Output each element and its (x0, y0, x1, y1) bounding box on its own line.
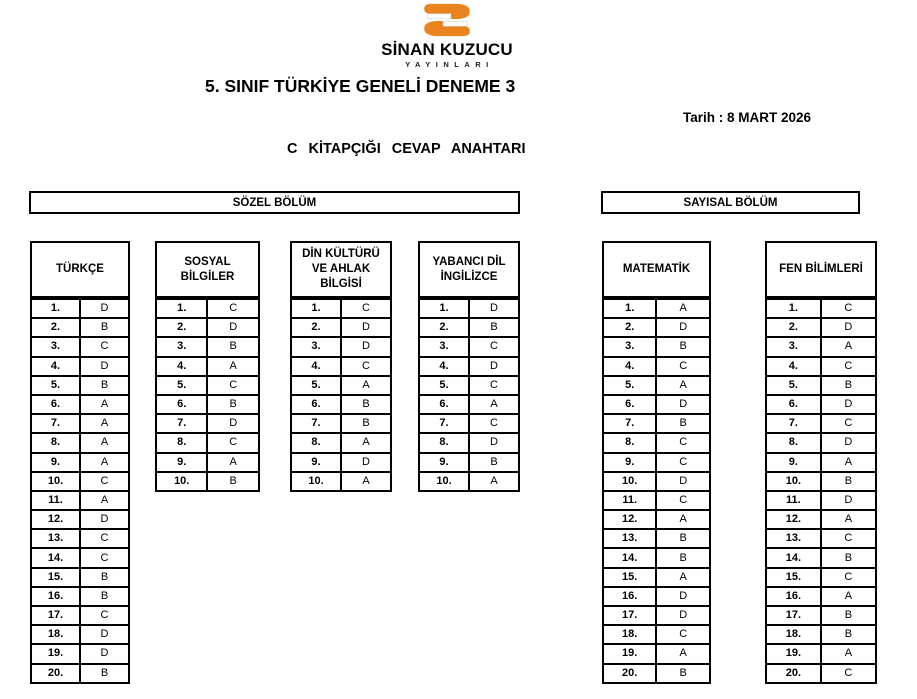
question-number: 4. (291, 357, 341, 376)
question-number: 9. (291, 453, 341, 472)
answer-row (291, 414, 391, 433)
answer-letter: A (341, 472, 391, 491)
question-number: 4. (419, 357, 469, 376)
answer-letter: D (469, 433, 519, 452)
answer-letter: B (80, 568, 129, 587)
answer-letter: D (80, 644, 129, 663)
answer-row (156, 337, 259, 356)
answer-letter: A (821, 510, 876, 529)
answer-letter: D (656, 606, 710, 625)
answer-letter: D (341, 337, 391, 356)
question-number: 9. (31, 453, 80, 472)
answer-letter: A (341, 376, 391, 395)
answer-row (291, 433, 391, 452)
answer-letter: B (469, 318, 519, 337)
answer-letter: A (80, 453, 129, 472)
question-number: 1. (766, 299, 821, 318)
answer-row (156, 299, 259, 318)
answer-row (603, 587, 710, 606)
question-number: 9. (766, 453, 821, 472)
answer-row (156, 357, 259, 376)
question-number: 14. (603, 548, 656, 567)
answer-row (31, 491, 129, 510)
question-number: 19. (603, 644, 656, 663)
answer-letter: C (656, 357, 710, 376)
answer-table-turkce (30, 241, 130, 684)
question-number: 3. (31, 337, 80, 356)
answer-letter: D (656, 318, 710, 337)
question-number: 13. (766, 529, 821, 548)
answer-row (156, 453, 259, 472)
answer-row (291, 453, 391, 472)
question-number: 10. (603, 472, 656, 491)
answer-table-matematik (602, 241, 711, 684)
answer-row (31, 414, 129, 433)
answer-letter: D (469, 357, 519, 376)
question-number: 1. (31, 299, 80, 318)
question-number: 6. (766, 395, 821, 414)
question-number: 2. (766, 318, 821, 337)
answer-row (603, 433, 710, 452)
question-number: 7. (419, 414, 469, 433)
answer-row (766, 299, 876, 318)
answer-letter: A (80, 414, 129, 433)
answer-row (766, 395, 876, 414)
answer-row (31, 529, 129, 548)
answer-letter: C (469, 414, 519, 433)
question-number: 7. (603, 414, 656, 433)
answer-letter: C (469, 376, 519, 395)
question-number: 13. (31, 529, 80, 548)
answer-letter: B (207, 472, 259, 491)
question-number: 1. (291, 299, 341, 318)
answer-row (419, 299, 519, 318)
answer-row (603, 664, 710, 683)
question-number: 19. (766, 644, 821, 663)
answer-row (419, 472, 519, 491)
question-number: 8. (156, 433, 207, 452)
question-number: 2. (419, 318, 469, 337)
answer-row (31, 606, 129, 625)
publisher-name: SİNAN KUZUCU (381, 40, 513, 59)
question-number: 15. (603, 568, 656, 587)
answer-letter: B (207, 395, 259, 414)
exam-date: Tarih : 8 MART 2026 (683, 110, 812, 125)
answer-letter: C (821, 414, 876, 433)
answer-row (766, 644, 876, 663)
question-number: 4. (766, 357, 821, 376)
answer-letter: C (341, 357, 391, 376)
question-number: 15. (766, 568, 821, 587)
answer-letter: A (80, 491, 129, 510)
answer-letter: B (656, 548, 710, 567)
answer-row (603, 606, 710, 625)
answer-grid (602, 298, 711, 684)
answer-letter: C (821, 357, 876, 376)
question-number: 8. (419, 433, 469, 452)
answer-letter: B (821, 606, 876, 625)
answer-row (603, 510, 710, 529)
answer-letter: D (80, 510, 129, 529)
answer-row (766, 472, 876, 491)
question-number: 3. (291, 337, 341, 356)
answer-row (156, 395, 259, 414)
answer-table-fen-bilimleri (765, 241, 877, 684)
question-number: 10. (291, 472, 341, 491)
answer-row (156, 433, 259, 452)
answer-row (766, 548, 876, 567)
answer-row (603, 529, 710, 548)
answer-letter: C (207, 433, 259, 452)
answer-row (419, 337, 519, 356)
answer-grid (155, 298, 260, 492)
question-number: 17. (766, 606, 821, 625)
answer-letter: A (656, 568, 710, 587)
answer-row (603, 395, 710, 414)
question-number: 10. (31, 472, 80, 491)
answer-row (419, 395, 519, 414)
answer-letter: A (80, 433, 129, 452)
answer-letter: B (821, 376, 876, 395)
answer-row (419, 433, 519, 452)
answer-letter: C (207, 299, 259, 318)
answer-row (766, 587, 876, 606)
table-title-din-kulturu: DİN KÜLTÜRÜ VE AHLAK BİLGİSİ (290, 241, 392, 298)
question-number: 11. (603, 491, 656, 510)
answer-letter: C (80, 548, 129, 567)
question-number: 9. (156, 453, 207, 472)
answer-row (419, 318, 519, 337)
answer-row (766, 376, 876, 395)
table-title-yabanci-dil: YABANCI DİL İNGİLİZCE (418, 241, 520, 298)
section-header-sayisal: SAYISAL BÖLÜM (601, 191, 860, 214)
answer-row (156, 376, 259, 395)
question-number: 9. (603, 453, 656, 472)
page-title: 5. SINIF TÜRKİYE GENELİ DENEME 3 (205, 76, 516, 96)
answer-letter: B (207, 337, 259, 356)
answer-row (766, 606, 876, 625)
answer-letter: B (656, 529, 710, 548)
stacked-books-icon (377, 1, 517, 39)
answer-letter: C (821, 568, 876, 587)
question-number: 12. (603, 510, 656, 529)
answer-row (603, 491, 710, 510)
answer-row (603, 299, 710, 318)
answer-letter: A (341, 433, 391, 452)
answer-letter: C (656, 433, 710, 452)
question-number: 13. (603, 529, 656, 548)
question-number: 7. (291, 414, 341, 433)
answer-grid (30, 298, 130, 684)
answer-letter: A (207, 357, 259, 376)
question-number: 20. (766, 664, 821, 683)
answer-row (419, 376, 519, 395)
answer-row (419, 414, 519, 433)
question-number: 9. (419, 453, 469, 472)
answer-letter: C (821, 529, 876, 548)
question-number: 10. (156, 472, 207, 491)
question-number: 5. (291, 376, 341, 395)
answer-letter: B (80, 664, 129, 683)
answer-row (603, 472, 710, 491)
answer-letter: C (80, 529, 129, 548)
answer-letter: A (821, 453, 876, 472)
answer-row (603, 453, 710, 472)
question-number: 1. (156, 299, 207, 318)
question-number: 6. (31, 395, 80, 414)
answer-table-sosyal-bilgiler (155, 241, 260, 492)
question-number: 1. (419, 299, 469, 318)
question-number: 3. (156, 337, 207, 356)
answer-row (31, 510, 129, 529)
question-number: 2. (603, 318, 656, 337)
answer-letter: B (656, 337, 710, 356)
answer-letter: C (80, 337, 129, 356)
answer-letter: B (656, 664, 710, 683)
question-number: 16. (31, 587, 80, 606)
answer-row (31, 548, 129, 567)
question-number: 10. (419, 472, 469, 491)
answer-letter: A (80, 395, 129, 414)
answer-row (291, 376, 391, 395)
table-title-matematik: MATEMATİK (602, 241, 711, 298)
answer-row (31, 395, 129, 414)
answer-letter: C (656, 453, 710, 472)
question-number: 3. (419, 337, 469, 356)
question-number: 8. (766, 433, 821, 452)
answer-row (31, 357, 129, 376)
answer-row (766, 491, 876, 510)
question-number: 6. (419, 395, 469, 414)
answer-row (603, 376, 710, 395)
answer-letter: D (656, 587, 710, 606)
answer-letter: A (821, 644, 876, 663)
question-number: 6. (156, 395, 207, 414)
question-number: 16. (766, 587, 821, 606)
answer-letter: B (341, 414, 391, 433)
question-number: 15. (31, 568, 80, 587)
answer-row (31, 453, 129, 472)
answer-letter: D (656, 472, 710, 491)
answer-letter: D (80, 625, 129, 644)
answer-row (291, 337, 391, 356)
question-number: 17. (31, 606, 80, 625)
answer-letter: B (821, 472, 876, 491)
answer-row (603, 357, 710, 376)
table-title-sosyal-bilgiler: SOSYAL BİLGİLER (155, 241, 260, 298)
question-number: 8. (291, 433, 341, 452)
answer-letter: C (80, 606, 129, 625)
answer-row (31, 433, 129, 452)
table-title-turkce: TÜRKÇE (30, 241, 130, 298)
answer-letter: A (207, 453, 259, 472)
publisher-logo (377, 1, 517, 69)
answer-letter: A (656, 644, 710, 663)
answer-letter: A (656, 376, 710, 395)
answer-row (766, 510, 876, 529)
answer-letter: D (207, 414, 259, 433)
answer-row (31, 337, 129, 356)
answer-letter: B (656, 414, 710, 433)
answer-letter: B (341, 395, 391, 414)
answer-row (31, 587, 129, 606)
answer-row (291, 472, 391, 491)
answer-letter: D (341, 318, 391, 337)
answer-grid (418, 298, 520, 492)
answer-row (156, 414, 259, 433)
answer-letter: C (80, 472, 129, 491)
question-number: 14. (31, 548, 80, 567)
answer-letter: D (207, 318, 259, 337)
question-number: 7. (156, 414, 207, 433)
answer-row (291, 299, 391, 318)
question-number: 18. (766, 625, 821, 644)
answer-letter: C (207, 376, 259, 395)
table-title-fen-bilimleri: FEN BİLİMLERİ (765, 241, 877, 298)
answer-letter: B (821, 548, 876, 567)
question-number: 5. (419, 376, 469, 395)
question-number: 18. (603, 625, 656, 644)
question-number: 2. (31, 318, 80, 337)
answer-row (31, 376, 129, 395)
answer-grid (290, 298, 392, 492)
answer-row (766, 625, 876, 644)
answer-row (31, 644, 129, 663)
question-number: 18. (31, 625, 80, 644)
question-number: 3. (603, 337, 656, 356)
question-number: 11. (31, 491, 80, 510)
answer-letter: B (80, 376, 129, 395)
answer-row (31, 318, 129, 337)
answer-row (603, 548, 710, 567)
question-number: 20. (603, 664, 656, 683)
question-number: 6. (291, 395, 341, 414)
question-number: 4. (603, 357, 656, 376)
question-number: 7. (766, 414, 821, 433)
question-number: 8. (603, 433, 656, 452)
answer-letter: D (821, 318, 876, 337)
answer-table-yabanci-dil (418, 241, 520, 492)
answer-row (766, 433, 876, 452)
answer-row (291, 318, 391, 337)
question-number: 2. (291, 318, 341, 337)
answer-row (603, 337, 710, 356)
question-number: 1. (603, 299, 656, 318)
answer-row (766, 664, 876, 683)
question-number: 20. (31, 664, 80, 683)
answer-letter: B (469, 453, 519, 472)
answer-row (419, 357, 519, 376)
answer-row (291, 357, 391, 376)
answer-letter: D (821, 395, 876, 414)
answer-letter: A (656, 510, 710, 529)
answer-row (156, 472, 259, 491)
question-number: 3. (766, 337, 821, 356)
answer-row (291, 395, 391, 414)
answer-letter: D (821, 433, 876, 452)
answer-row (31, 664, 129, 683)
answer-letter: C (821, 299, 876, 318)
answer-letter: D (469, 299, 519, 318)
question-number: 6. (603, 395, 656, 414)
answer-row (766, 337, 876, 356)
question-number: 12. (31, 510, 80, 529)
question-number: 17. (603, 606, 656, 625)
question-number: 2. (156, 318, 207, 337)
answer-letter: D (341, 453, 391, 472)
question-number: 16. (603, 587, 656, 606)
answer-row (156, 318, 259, 337)
answer-letter: D (80, 357, 129, 376)
answer-letter: C (821, 664, 876, 683)
answer-row (766, 318, 876, 337)
answer-row (603, 568, 710, 587)
answer-row (31, 625, 129, 644)
question-number: 8. (31, 433, 80, 452)
question-number: 11. (766, 491, 821, 510)
answer-letter: D (821, 491, 876, 510)
answer-row (766, 568, 876, 587)
answer-letter: B (80, 318, 129, 337)
question-number: 4. (31, 357, 80, 376)
question-number: 19. (31, 644, 80, 663)
section-header-sozel: SÖZEL BÖLÜM (29, 191, 520, 214)
question-number: 7. (31, 414, 80, 433)
answer-row (766, 357, 876, 376)
answer-letter: A (469, 395, 519, 414)
booklet-subtitle: C KİTAPÇIĞI CEVAP ANAHTARI (287, 141, 526, 157)
answer-letter: A (821, 587, 876, 606)
question-number: 5. (603, 376, 656, 395)
answer-letter: B (821, 625, 876, 644)
answer-grid (765, 298, 877, 684)
answer-row (766, 529, 876, 548)
question-number: 5. (31, 376, 80, 395)
answer-letter: A (821, 337, 876, 356)
answer-letter: B (80, 587, 129, 606)
answer-row (603, 644, 710, 663)
answer-row (31, 472, 129, 491)
answer-table-din-kulturu (290, 241, 392, 492)
answer-letter: A (656, 299, 710, 318)
question-number: 14. (766, 548, 821, 567)
answer-letter: C (469, 337, 519, 356)
question-number: 10. (766, 472, 821, 491)
answer-row (419, 453, 519, 472)
publisher-tagline: YAYINLARI (405, 60, 494, 69)
question-number: 5. (766, 376, 821, 395)
answer-row (603, 625, 710, 644)
answer-row (603, 318, 710, 337)
answer-letter: C (656, 625, 710, 644)
answer-row (31, 568, 129, 587)
answer-letter: C (341, 299, 391, 318)
answer-letter: C (656, 491, 710, 510)
answer-letter: D (80, 299, 129, 318)
answer-letter: D (656, 395, 710, 414)
answer-row (766, 414, 876, 433)
answer-row (31, 299, 129, 318)
question-number: 12. (766, 510, 821, 529)
question-number: 5. (156, 376, 207, 395)
answer-row (766, 453, 876, 472)
answer-row (603, 414, 710, 433)
answer-letter: A (469, 472, 519, 491)
question-number: 4. (156, 357, 207, 376)
